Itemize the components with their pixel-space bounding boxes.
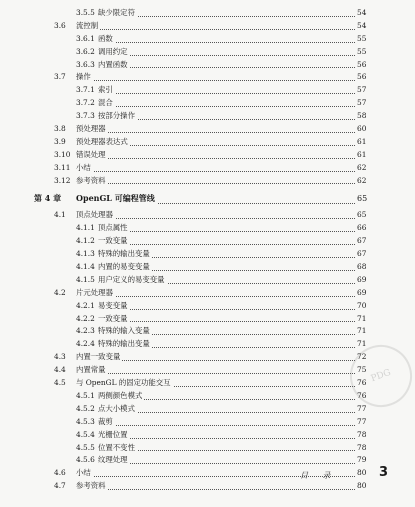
toc-entry-title: 特殊的输入变量 [98,325,152,338]
watermark-text: PDG [369,367,393,385]
toc-entry-number: 3.7.3 [76,111,95,121]
dot-leader [98,243,355,245]
toc-entry-title: 易变变量 [98,300,130,313]
toc-entry-number: 4.2.2 [76,313,95,323]
toc-entry-page: 78 [357,429,367,439]
toc-entry-number: 4.6 [54,468,66,478]
toc-entry-number: 3.6.1 [76,33,95,43]
toc-entry [0,209,415,222]
dot-leader [76,131,355,133]
toc-entry-number: 4.1.5 [76,274,95,284]
toc-entry [0,59,415,72]
dot-leader [76,182,355,184]
toc-entry [0,222,415,235]
page-number: 3 [379,465,389,480]
toc-entry-title: 位置不变性 [98,442,137,455]
toc-entry-number: 3.6.2 [76,46,95,56]
toc-entry-page: 78 [357,442,367,452]
toc-entry [0,313,415,326]
toc-entry-title: 预处理器表达式 [76,136,130,149]
dot-leader [76,488,355,490]
toc-entry-title: 混合 [98,97,115,110]
toc-entry-number: 3.5.5 [76,8,95,17]
toc-entry-number: 3.6.3 [76,59,95,69]
dot-leader [98,66,355,68]
toc-entry-page: 67 [357,236,367,246]
toc-entry-title: 内置的易变变量 [98,261,152,274]
toc-entry [0,454,415,467]
toc-entry-number: 4.4 [54,365,66,375]
toc-entry-number: 3.7.2 [76,98,95,108]
toc-entry-number: 4.5.1 [76,390,95,400]
toc-entry [0,84,415,97]
toc-entry-number: 3.7 [54,72,66,82]
toc-entry-title: 裁剪 [98,416,115,429]
toc-entry-page: 69 [357,274,367,284]
toc-entry [0,261,415,274]
toc-entry-page: 77 [357,416,367,426]
toc-entry [0,480,415,493]
toc-entry-title: 按部分操作 [98,110,137,123]
toc-entry-number: 4.3 [54,352,66,362]
toc-entry-page: 69 [357,287,367,297]
toc-entry-page: 75 [357,365,367,375]
toc-entry-page: 65 [357,210,367,220]
toc-entry [0,136,415,149]
toc-entry [0,149,415,162]
toc-entry [0,325,415,338]
toc-entry-title: OpenGL 可编程管线 [76,190,157,207]
toc-entry-title: 与 OpenGL 的固定功能交互 [76,377,173,390]
toc-entry-page: 71 [357,326,367,336]
toc-entry [0,235,415,248]
toc-entry-page: 62 [357,162,367,172]
toc-entry-number: 4.1.4 [76,262,95,272]
toc-entry [0,162,415,175]
dot-leader [98,437,355,439]
toc-entry [0,97,415,110]
toc-entry-title: 顶点处理器 [76,209,115,222]
toc-entry [0,71,415,84]
toc-entry-title: 参考资料 [76,480,108,493]
toc-entry-number: 4.5.3 [76,416,95,426]
toc-entry-number: 4.5.2 [76,403,95,413]
toc-entry-number: 4.5.6 [76,455,95,465]
dot-leader [76,217,355,219]
toc-entry-number: 4.5.4 [76,429,95,439]
toc-entry-number: 4.5 [54,378,66,388]
toc-entry-page: 66 [357,223,367,233]
toc-entry [0,338,415,351]
toc-entry-page: 58 [357,111,367,121]
toc-entry-title: 两侧颜色模式 [98,390,144,403]
toc-entry-title: 错误处理 [76,149,108,162]
toc-entry-number: 4.2.4 [76,339,95,349]
dot-leader [76,157,355,159]
toc-entry-title: 小结 [76,162,93,175]
toc-entry [0,248,415,261]
dot-leader [98,54,355,56]
toc-entry-number: 3.7.1 [76,85,95,95]
dot-leader [98,320,355,322]
toc-entry-title: 特殊的输出变量 [98,338,152,351]
toc-entry-page: 61 [357,136,367,146]
toc-entry-title: 小结 [76,467,93,480]
toc-entry [0,20,415,33]
toc-entry-title: 缺少限定符 [98,7,137,20]
toc-entry-number: 4.1.1 [76,223,95,233]
toc-entry-number: 4.1.2 [76,236,95,246]
toc-entry [0,33,415,46]
dot-leader [76,295,355,297]
toc-entry-page: 54 [357,20,367,30]
toc-entry-title: 片元处理器 [76,287,115,300]
toc-entry-number: 4.2.3 [76,326,95,336]
toc-entry-title: 光栅位置 [98,429,130,442]
toc-entry [0,442,415,455]
dot-leader [98,462,355,464]
toc-entry-title: 内置常量 [76,364,108,377]
toc-entry [0,416,415,429]
toc-entry-title: 用户定义的易变变量 [98,274,167,287]
toc-entry-number: 3.10 [54,149,71,159]
toc-entry-page: 70 [357,300,367,310]
dot-leader [76,79,355,81]
dot-leader [98,308,355,310]
toc-entry-number: 3.9 [54,136,66,146]
dot-leader [98,424,355,426]
toc-entry-title: 内置函数 [98,59,130,72]
toc-entry-page: 71 [357,313,367,323]
toc-entry [0,110,415,123]
toc-entry-page: 72 [357,352,367,362]
toc-entry-page: 65 [357,194,368,204]
toc-entry-title: 纹理处理 [98,454,130,467]
toc-entry-title: 索引 [98,84,115,97]
toc-entry-page: 55 [357,33,367,43]
dot-leader [98,105,355,107]
toc-entry-page: 61 [357,149,367,159]
toc-entry [0,390,415,403]
toc-entry-title: 一致变量 [98,235,130,248]
dot-leader [76,170,355,172]
toc-entry-page: 67 [357,249,367,259]
toc-entry-title: 操作 [76,71,93,84]
toc-entry-page: 56 [357,59,367,69]
toc-entry-page: 54 [357,8,367,17]
dot-leader [98,230,355,232]
toc-entry [0,190,415,207]
toc-entry-title: 参考资料 [76,175,108,188]
toc-entry-page: 80 [357,481,367,491]
toc-entry-page: 60 [357,124,367,134]
toc-entry-number: 3.8 [54,124,66,134]
toc-entry-page: 76 [357,378,367,388]
toc-entry [0,467,415,480]
toc-entry-title: 特殊的输出变量 [98,248,152,261]
toc-entry-number: 第 4 章 [34,193,62,204]
dot-leader [98,41,355,43]
toc-entry-title: 内置一致变量 [76,351,122,364]
toc-entry-title: 预处理器 [76,123,108,136]
toc-entry-page: 55 [357,46,367,56]
toc-entry-page: 62 [357,175,367,185]
toc-entry-page: 80 [357,468,367,478]
toc-entry-page: 79 [357,455,367,465]
toc-entry-title: 点大小模式 [98,403,137,416]
toc-entry-title: 流控制 [76,20,100,33]
toc-entry-number: 3.12 [54,175,71,185]
toc-entry [0,300,415,313]
toc-entry [0,46,415,59]
toc-entry [0,7,415,20]
toc-entry-number: 3.11 [54,162,71,172]
toc-entry [0,274,415,287]
dot-leader [76,372,355,374]
toc-entry-page: 57 [357,98,367,108]
toc-entry-title: 函数 [98,33,115,46]
toc-entry [0,175,415,188]
toc-entry-page: 68 [357,262,367,272]
dot-leader [98,92,355,94]
toc-entry-title: 顶点属性 [98,222,130,235]
toc-entry-number: 4.1.3 [76,249,95,259]
toc-entry-number: 4.5.5 [76,442,95,452]
toc-entry-title: 一致变量 [98,313,130,326]
toc-entry-page: 76 [357,390,367,400]
toc-entry [0,403,415,416]
toc-entry-number: 4.7 [54,481,66,491]
toc-entry-title: 调用约定 [98,46,130,59]
toc-entry-number: 4.1 [54,210,66,220]
toc-entry-page: 56 [357,72,367,82]
toc-entry-page: 77 [357,403,367,413]
toc-entry-number: 3.6 [54,20,66,30]
toc-entry [0,287,415,300]
running-footer-label: 目 录 [300,471,337,480]
toc-entry [0,123,415,136]
toc-entry-number: 4.2.1 [76,300,95,310]
dot-leader [76,28,355,30]
toc-entry-page: 57 [357,85,367,95]
toc-entry-number: 4.2 [54,287,66,297]
toc-entry-page: 71 [357,339,367,349]
table-of-contents [0,7,415,493]
toc-entry [0,429,415,442]
